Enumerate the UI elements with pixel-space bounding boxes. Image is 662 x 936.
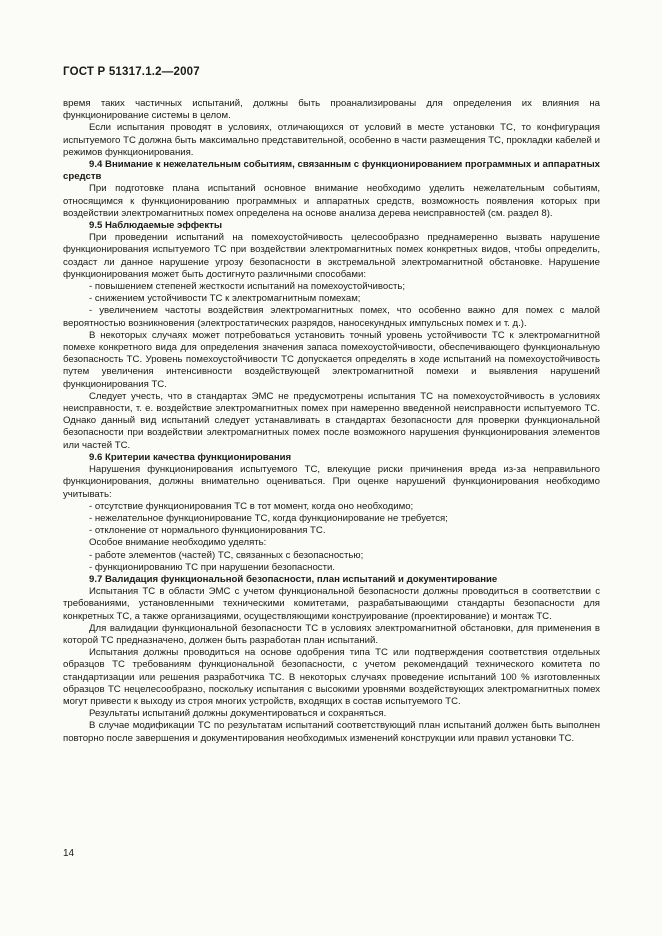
- paragraph: Для валидации функциональной безопасности ТС в условиях электромагнитной обстановки, для применения в которой ТС предназначено, должен быть разработан план испытаний.: [63, 622, 600, 646]
- list-item: - отсутствие функционирования ТС в тот момент, когда оно необходимо;: [89, 500, 414, 512]
- paragraph: Особое внимание необходимо уделять:: [89, 537, 267, 549]
- paragraph: Если испытания проводят в условиях, отличающихся от условий в месте установки ТС, то конфигурация испытуемого ТС должна быть максимально представительной, особенно в части размещения ТС, прокладки кабелей и режимов функционирования.: [63, 122, 600, 158]
- paragraph: В некоторых случаях может потребоваться установить точный уровень устойчивости ТС к электромагнитной помехе конкретного вида для определения значения запаса помехоустойчивости, обеспечивающего функциональную безопасность ТС. Уровень помехоустойчивости ТС допускается определять в ходе испытаний на помехоустойчивость путем увеличения интенсивности воздействующей электромагнитной помехи и выявления нарушений функционирования ТС.: [63, 329, 600, 390]
- paragraph: При подготовке плана испытаний основное внимание необходимо уделить нежелательным событиям, относящимся к функционированию программных и аппаратных средств, возможность появления которых при воздействии электромагнитных помех определена на основе анализа дерева неисправностей (см. раздел 8).: [63, 183, 600, 219]
- section-heading: 9.5 Наблюдаемые эффекты: [89, 220, 223, 232]
- list-item: - нежелательное функционирование ТС, когда функционирование не требуется;: [89, 512, 448, 524]
- page-number: 14: [63, 848, 75, 859]
- list-item: - функционированию ТС при нарушении безопасности.: [89, 561, 335, 573]
- paragraph: Следует учесть, что в стандартах ЭМС не предусмотрены испытания ТС на помехоустойчивость в условиях неисправности, т. е. воздействие электромагнитных помех при намеренно введенной неисправности испытуемого ТС. Однако данный вид испытаний следует устанавливать в стандартах безопасности для проверки функциональной безопасности при воздействии электромагнитных помех после возможного нарушения функционирования элементов или частей ТС.: [63, 390, 600, 451]
- document-body: [63, 98, 600, 745]
- paragraph: Испытания должны проводиться на основе одобрения типа ТС или подтверждения соответствия отдельных образцов ТС требованиям функциональной безопасности, с учетом рекомендаций технического комитета по стандартизации или решения разработчика ТС. В некоторых случаях проведение испытаний 100 % изготовленных образцов ТС нецелесообразно, поскольку испытания с высокими уровнями воздействующих электромагнитных помех могут привести к выходу из строя многих устройств, входящих в состав испытуемого ТС.: [63, 647, 600, 707]
- list-item: - работе элементов (частей) ТС, связанных с безопасностью;: [89, 549, 364, 561]
- paragraph: В случае модификации ТС по результатам испытаний соответствующий план испытаний должен быть выполнен повторно после завершения и документирования необходимых изменений конструкции или правил установки ТС.: [63, 720, 600, 744]
- list-item: - увеличением частоты воздействия электромагнитных помех, что особенно важно для помех с малой вероятностью возникновения (электростатических разрядов, наносекундных импульсных помех и т. д.).: [63, 305, 600, 329]
- paragraph: Результаты испытаний должны документироваться и сохраняться.: [89, 708, 387, 720]
- paragraph: Нарушения функционирования испытуемого ТС, влекущие риски причинения вреда из-за неправильного функционирования, должны внимательно оцениваться. При оценке нарушений функционирования необходимо учитывать:: [63, 464, 600, 500]
- paragraph: Испытания ТС в области ЭМС с учетом функциональной безопасности должны проводиться в соответствии с требованиями, установленными техническими комитетами, разрабатывающими стандарты безопасности для конкретных ТС, а также организациями, осуществляющими конструирование (проектирование) и монтаж ТС.: [63, 586, 600, 622]
- paragraph: При проведении испытаний на помехоустойчивость целесообразно преднамеренно вызвать нарушение функционирования испытуемого ТС при воздействии электромагнитных помех конкретных видов, чтобы определить, создаст ли данное нарушение угрозу безопасности в экстремальной электромагнитной обстановке. Нарушение функционирования может быть достигнуто различными способами:: [63, 232, 600, 280]
- document-header: ГОСТ Р 51317.1.2—2007: [63, 66, 200, 78]
- section-heading: 9.7 Валидация функциональной безопасности, план испытаний и документирование: [89, 573, 498, 585]
- list-item: - повышением степеней жесткости испытаний на помехоустойчивость;: [89, 281, 406, 293]
- section-heading: 9.4 Внимание к нежелательным событиям, связанным с функционированием программных и аппаратных средств: [63, 159, 600, 183]
- paragraph: время таких частичных испытаний, должны быть проанализированы для определения их влияния на функционирование системы в целом.: [63, 98, 600, 122]
- list-item: - отклонение от нормального функционирования ТС.: [89, 525, 326, 537]
- section-heading: 9.6 Критерии качества функционирования: [89, 451, 292, 463]
- list-item: - снижением устойчивости ТС к электромагнитным помехам;: [89, 293, 361, 305]
